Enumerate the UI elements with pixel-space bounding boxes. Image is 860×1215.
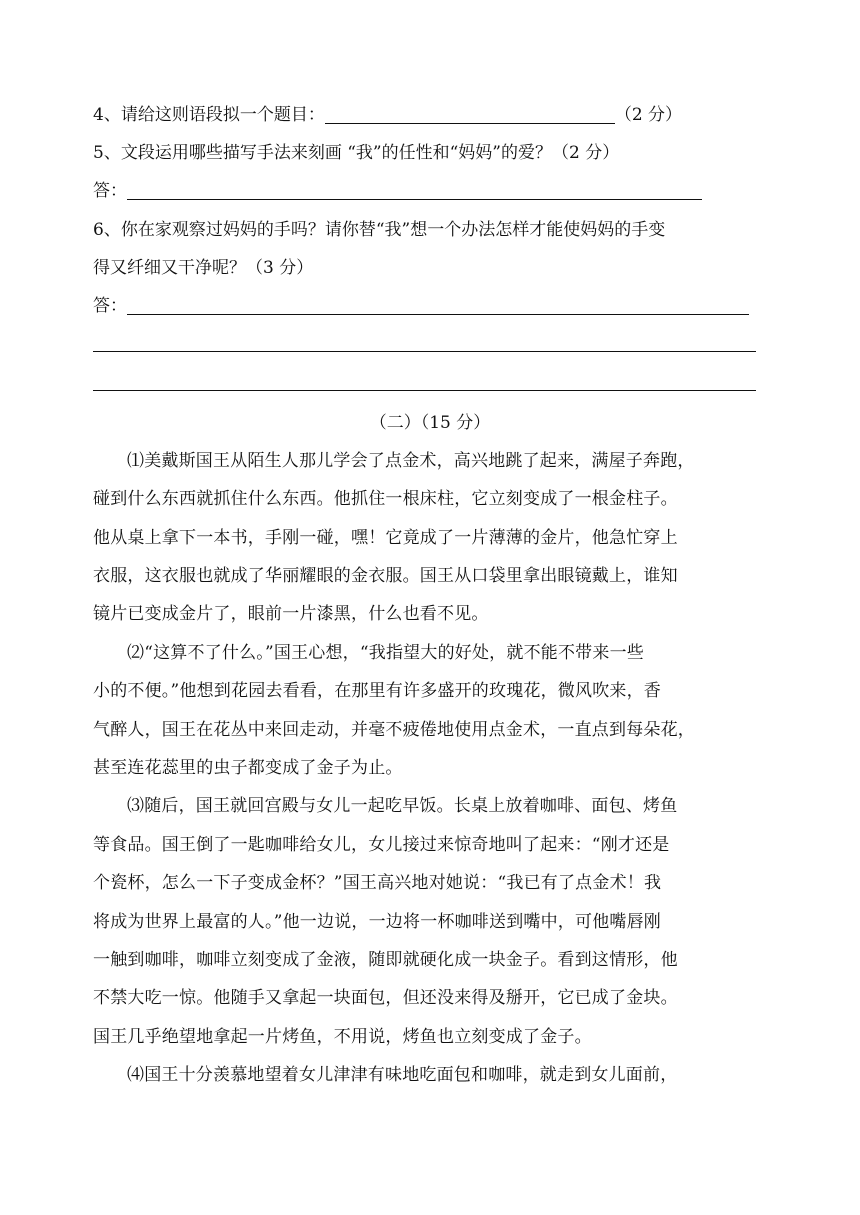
paragraph-2-line: 小的不便。”他想到花园去看看，在那里有许多盛开的玫瑰花，微风吹来，香 [93,681,661,701]
paragraph-2-line: 甚至连花蕊里的虫子都变成了金子为止。 [93,758,403,778]
paragraph-4-line: ⑷国王十分羡慕地望着女儿津津有味地吃面包和咖啡，就走到女儿面前， [127,1065,678,1085]
paragraph-2-line: 气醉人，国王在花丛中来回走动，并毫不疲倦地使用点金术，一直点到每朵花， [93,720,695,740]
question-6-line-2: 得又纤细又干净呢？（3 分） [93,258,314,278]
paragraph-1-line: 他从桌上拿下一本书，手刚一碰，嘿！它竟成了一片薄薄的金片，他急忙穿上 [93,528,678,548]
question-6-answer-blank-1[interactable] [127,296,749,315]
answer-label: 答： [93,181,127,201]
paragraph-3-line: 将成为世界上最富的人。”他一边说，一边将一杯咖啡送到嘴中，可他嘴唇刚 [93,912,661,932]
paragraph-3-line: 等食品。国王倒了一匙咖啡给女儿，女儿接过来惊奇地叫了起来：“刚才还是 [93,835,670,855]
paragraph-1-line: ⑴美戴斯国王从陌生人那儿学会了点金术，高兴地跳了起来，满屋子奔跑， [127,451,695,471]
paragraph-1-line: 镜片已变成金片了，眼前一片漆黑，什么也看不见。 [93,604,489,624]
question-4-text: 4、请给这则语段拟一个题目： [93,105,325,125]
question-6-answer [93,294,749,318]
answer-label: 答： [93,296,127,316]
question-4-score: （2 分） [614,105,683,125]
question-5-answer [93,179,702,203]
paragraph-3-line: 不禁大吃一惊。他随手又拿起一块面包，但还没来得及掰开，它已成了金块。 [93,988,678,1008]
paragraph-3-line: 一触到咖啡，咖啡立刻变成了金液，随即就硬化成一块金子。看到这情形，他 [93,950,678,970]
question-6-answer-blank-2[interactable] [93,351,756,352]
question-4 [93,103,682,127]
question-5-answer-blank[interactable] [127,181,702,200]
question-6-line-1: 6、你在家观察过妈妈的手吗？请你替“我”想一个办法怎样才能使妈妈的手变 [93,220,666,240]
paragraph-3-line: 国王几乎绝望地拿起一片烤鱼，不用说，烤鱼也立刻变成了金子。 [93,1027,592,1047]
title-answer-blank[interactable] [325,105,615,124]
paragraph-3-line: 个瓷杯，怎么一下子变成金杯？”国王高兴地对她说：“我已有了点金术！我 [93,873,662,893]
paragraph-1-line: 衣服，这衣服也就成了华丽耀眼的金衣服。国王从口袋里拿出眼镜戴上，谁知 [93,566,678,586]
section-title: （二）（15 分） [369,413,491,433]
paragraph-3-line: ⑶随后，国王就回宫殿与女儿一起吃早饭。长桌上放着咖啡、面包、烤鱼 [127,796,678,816]
question-6-answer-blank-3[interactable] [93,390,756,391]
paragraph-2-line: ⑵“这算不了什么。”国王心想，“我指望大的好处，就不能不带来一些 [127,643,644,663]
question-5: 5、文段运用哪些描写手法来刻画 “我”的任性和“妈妈”的爱？（2 分） [93,143,620,163]
paragraph-1-line: 碰到什么东西就抓住什么东西。他抓住一根床柱，它立刻变成了一根金柱子。 [93,489,678,509]
